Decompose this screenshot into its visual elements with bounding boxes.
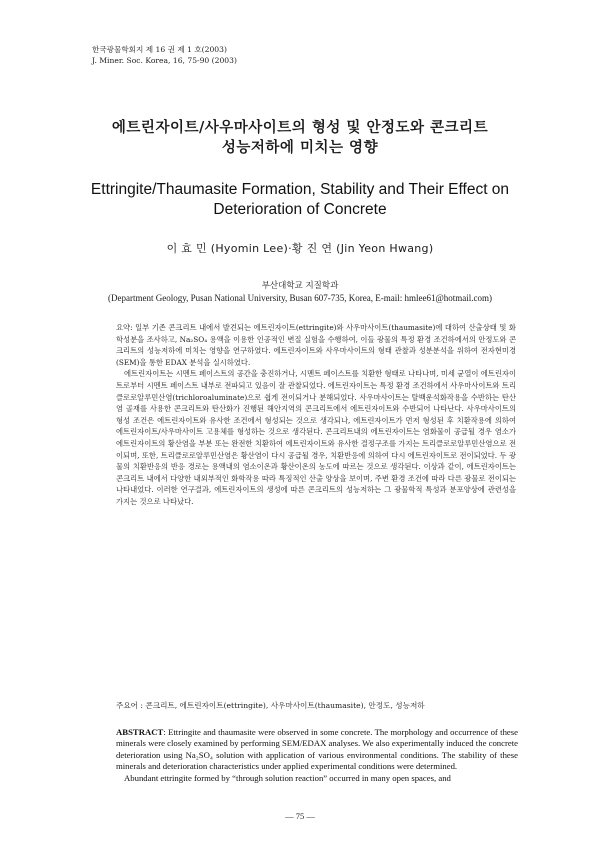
english-abstract-text: : Ettringite and thaumasite were observed in some concrete. The morphology and occurrence of these minerals were closely examined by performing SEM/EDAX analyses. We also experimentally induced the concrete deterioration using Na₂SO₄ solution with application of various environmental conditions. The stability of these minerals and deterioration characteristics under applied experimental conditions were determined. <box>116 727 519 772</box>
korean-abstract-paragraph-1: 요약: 일부 기존 콘크리트 내에서 발견되는 에트린자이트(ettringite)와 사우마사이트(thaumasite)에 대하여 산출상태 및 화학성분을 조사하고, Na₂SO₄ 용액을 이용한 인공적인 변질 실험을 수행하여, 이들 광물의 특정 환경 조건하에서의 안정도와 콘크리트의 성능저하에 미치는 영향을 연구하였다. 에트린자이트와 사우마사이트의 형태 관찰과 성분분석을 위하여 전자현미경(SEM)을 통한 EDAX 분석을 실시하였다. <box>116 323 516 367</box>
korean-abstract <box>116 322 516 508</box>
author-list: 이 효 민 (Hyomin Lee)·황 진 연 (Jin Yeon Hwang) <box>166 242 434 255</box>
abstract-label: ABSTRACT <box>116 727 164 737</box>
english-abstract-paragraph-2: Abundant ettringite formed by “through solution reaction” occurred in many open spaces, and <box>124 772 451 783</box>
page-number: — 75 — <box>285 811 315 821</box>
english-abstract <box>116 727 518 784</box>
affiliation-korean: 부산대학교 지질학과 <box>261 281 339 291</box>
keywords: 주요어 : 콘크리트, 에트린자이트(ettringite), 사우마사이트(thaumasite), 안정도, 성능저하 <box>116 701 425 710</box>
english-abstract-paragraph-1 <box>116 727 518 773</box>
english-title-line-1: Ettringite/Thaumasite Formation, Stability and Their Effect on <box>90 181 510 198</box>
korean-abstract-paragraph-2: 에트린자이트는 시멘트 페이스트의 공간을 충진하거나, 시멘트 페이스트를 치환한 형태로 나타나며, 미세 균열이 에트린자이트로부터 시멘트 페이스트 내부로 전파되고 있음이 잘 관찰되었다. 에트린자이트는 특정 환경 조건하에서 사우마사이트와 트리클로로알루민산염(trichloroaluminate)으로 쉽게 전이되거나 분해되었다. 사우마사이트는 탈백운석화작용을 수반하는 탄산염 골재를 사용한 콘크리트와 탄산화가 진행된 해안지역의 콘크리트에서 에트린자이트와 수반되어 나타난다. 사우마사이트의 형성 조건은 에트린자이트와 유사한 조건에서 형성되는 것으로 생각되나, 에트린자이트가 먼저 형성된 후 치환작용에 의하여 에트린자이트/사우마사이트 고용체를 형성하는 것으로 생각된다. 콘크리트내의 에트린자이트는 염화물이 공급될 경우 염소가 에트린자이트의 황산염을 부분 또는 완전한 치환하여 에트린자이트와 유사한 결정구조를 가지는 트리클로로알루민산염으로 전이되며, 또한, 트리클로로알루민산염은 황산염이 다시 공급될 경우, 치환반응에 의하여 다시 에트린자이트로 전이되었다. 두 광물의 치환반응의 반응 경로는 용액내의 염소이온과 황산이온의 농도에 따르는 것으로 생각된다. 이상과 같이, 에트린자이트는 콘크리트 내에서 다양한 내외부적인 화학작용 따라 특징적인 산출 양상을 보이며, 주변 환경 조건에 따라 다른 광물로 전이되는 나타내었다. 이러한 연구결과, 에트린자이트의 생성에 따른 콘크리트의 성능저하는 그 광물학적 특성과 분포양상에 관련성을 가지는 것으로 나타났다. <box>116 369 516 506</box>
english-title <box>60 180 540 220</box>
english-title-line-2: Deterioration of Concrete <box>213 201 387 218</box>
journal-citation-english: J. Miner. Soc. Korea, 16, 75-90 (2003) <box>92 56 237 65</box>
journal-citation <box>92 44 237 66</box>
affiliation-english: (Department Geology, Pusan National University, Busan 607-735, Korea, E-mail: hmlee61@hotmail.com) <box>107 293 493 303</box>
korean-title-line-2: 성능저하에 미치는 영향 <box>221 139 379 156</box>
korean-title <box>60 118 540 158</box>
korean-title-line-1: 에트린자이트/사우마사이트의 형성 및 안정도와 콘크리트 <box>111 119 489 136</box>
journal-citation-korean: 한국광물학회지 제 16 권 제 1 호(2003) <box>92 45 227 54</box>
